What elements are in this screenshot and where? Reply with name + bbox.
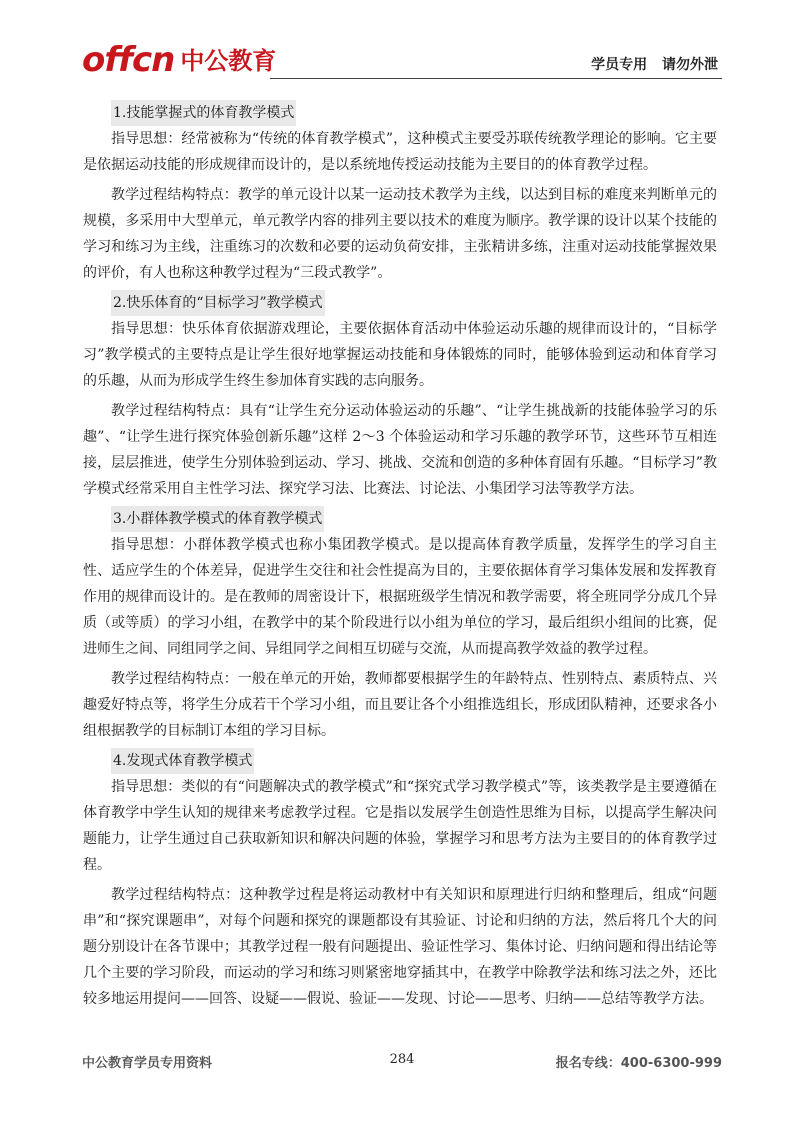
section-3 [83,506,717,744]
paragraph: 教学过程结构特点：一般在单元的开始，教师都要根据学生的年龄特点、性别特点、素质特点、兴趣爱好特点等，将学生分成若干个学习小组，而且要让各个小组推选组长，形成团队精神，还要求各小组根据教学的目标制订本组的学习目标。 [83,671,717,739]
paragraph: 指导思想：小群体教学模式也称小集团教学模式。是以提高体育教学质量，发挥学生的学习自主性、适应学生的个体差异，促进学生交往和社会性提高为目的，主要依据体育学习集体发展和发挥教育作用的规律而设计的。是在教师的周密设计下，根据班级学生情况和教学需要，将全班同学分成几个异质（或等质）的学习小组，在教学中的某个阶段进行以小组为单位的学习，最后组织小组间的比赛，促进师生之间、同组同学之间、异组同学之间相互切磋与交流，从而提高教学效益的教学过程。 [83,537,717,657]
section-heading: 2.快乐体育的“目标学习”教学模式 [111,290,325,316]
page-footer [82,1052,722,1076]
footer-source: 中公教育学员专用资料 [82,1056,213,1071]
paragraph: 指导思想：经常被称为“传统的体育教学模式”，这种模式主要受苏联传统教学理论的影响。它主要是依据运动技能的形成规律而设计的，是以系统地传授运动技能为主要目的的体育教学过程。 [83,131,717,173]
section-heading: 4.发现式体育教学模式 [111,748,254,774]
section-4 [83,748,717,1012]
logo-latin-text: offcn [82,40,175,80]
paragraph: 教学过程结构特点：具有“让学生充分运动体验运动的乐趣”、“让学生挑战新的技能体验学习的乐趣”、“让学生进行探究体验创新乐趣”这样 2～3 个体验运动和学习乐趣的教学环节，这些环节互相连接，层层推进，使学生分别体验到运动、学习、挑战、交流和创造的多种体育固有乐趣。“目标学习”教学模式经常采用自主性学习法、探究学习法、比赛法、讨论法、小集团学习法等教学方法。 [83,403,717,497]
section-1 [83,100,717,286]
header-notice: 学员专用 请勿外泄 [591,57,718,73]
paragraph: 指导思想：类似的有“问题解决式的教学模式”和“探究式学习教学模式”等，该类教学是主要遵循在体育教学中学生认知的规律来考虑教学过程。它是指以发展学生创造性思维为目标，以提高学生解决问题能力，让学生通过自己获取新知识和解决问题的体验，掌握学习和思考方法为主要目的的体育教学过程。 [83,779,717,873]
section-2 [83,290,717,502]
offcn-logo [82,34,276,78]
header-divider [270,78,722,79]
document-body [83,100,717,1016]
paragraph: 指导思想：快乐体育依据游戏理论，主要依据体育活动中体验运动乐趣的规律而设计的，“目标学习”教学模式的主要特点是让学生很好地掌握运动技能和身体锻炼的同时，能够体验到运动和体育学习的乐趣，从而为形成学生终生参加体育实践的志向服务。 [83,321,717,389]
page-number: 284 [389,1052,415,1067]
footer-hotline: 报名专线：400-6300-999 [555,1056,722,1071]
page-header [82,34,722,82]
logo-cn-text: 中公教育 [180,47,277,75]
paragraph: 教学过程结构特点：这种教学过程是将运动教材中有关知识和原理进行归纳和整理后，组成“问题串”和“探究课题串”，对每个问题和探究的课题都设有其验证、讨论和归纳的方法，然后将几个大的问题分别设计在各节课中；其教学过程一般有问题提出、验证性学习、集体讨论、归纳问题和得出结论等几个主要的学习阶段，而运动的学习和练习则紧密地穿插其中，在教学中除教学法和练习法之外，还比较多地运用提问——回答、设疑——假说、验证——发现、讨论——思考、归纳——总结等教学方法。 [83,887,717,1007]
section-heading: 1.技能掌握式的体育教学模式 [111,100,296,126]
paragraph: 教学过程结构特点：教学的单元设计以某一运动技术教学为主线，以达到目标的难度来判断单元的规模，多采用中大型单元，单元教学内容的排列主要以技术的难度为顺序。教学课的设计以某个技能的学习和练习为主线，注重练习的次数和必要的运动负荷安排，主张精讲多练，注重对运动技能掌握效果的评价，有人也称这种教学过程为“三段式教学”。 [83,187,717,281]
section-heading: 3.小群体教学模式的体育教学模式 [111,506,324,532]
